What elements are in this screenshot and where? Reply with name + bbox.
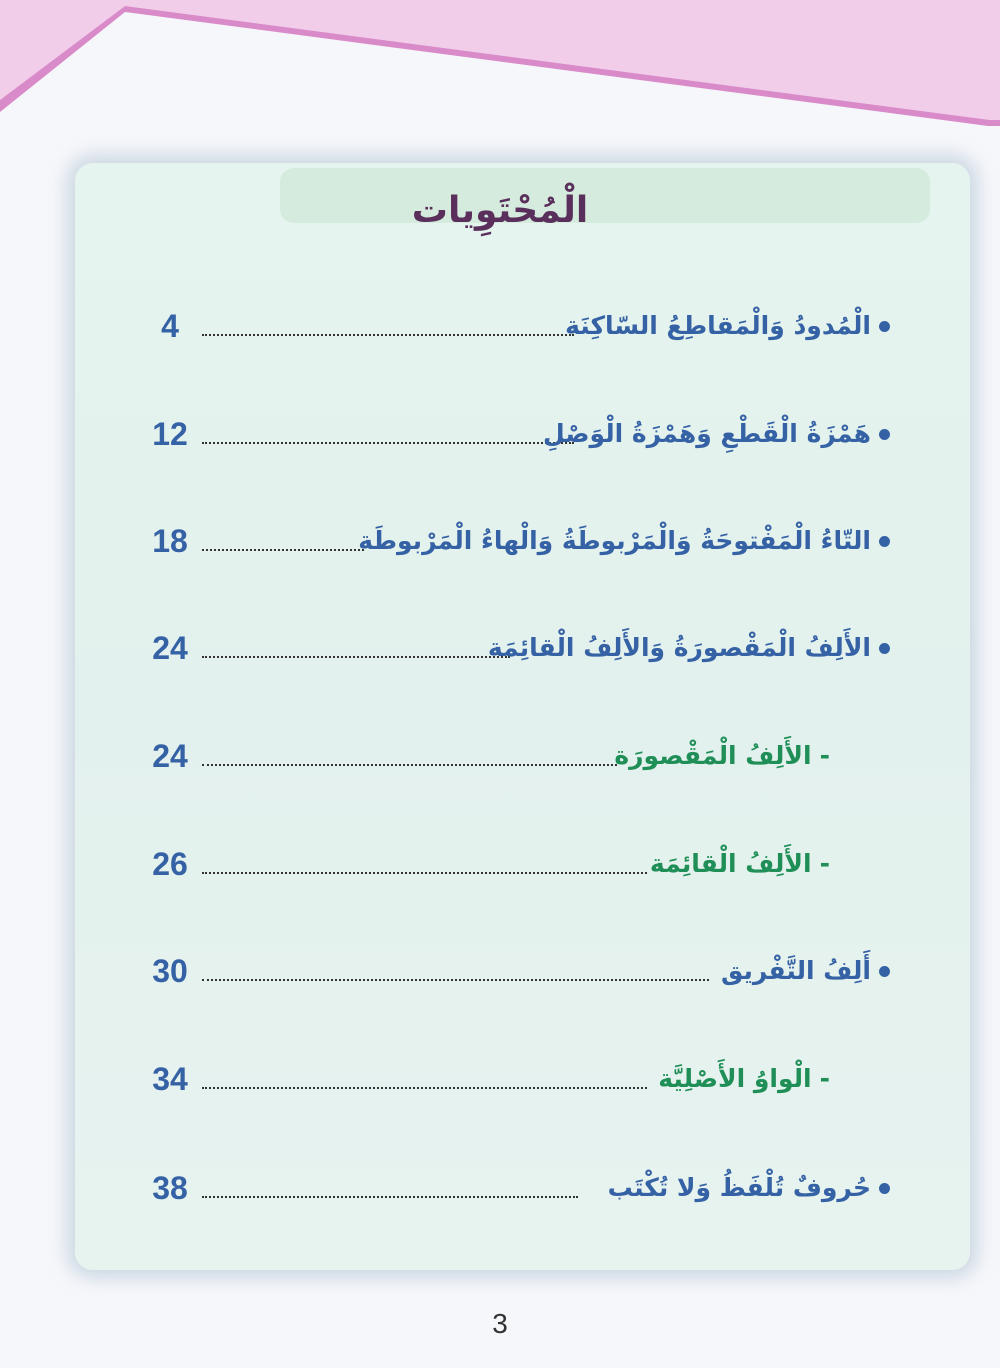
bullet-icon (879, 429, 890, 440)
dot-leader (202, 1087, 647, 1089)
toc-page-number: 34 (152, 1061, 188, 1097)
page-number: 3 (492, 1308, 508, 1339)
toc-entry[interactable] (140, 515, 890, 575)
dot-leader (202, 656, 510, 658)
toc-page-number: 38 (152, 1170, 188, 1206)
toc-sub-entry (650, 838, 830, 890)
toc-entry-label: التّاءُ الْمَفْتوحَةُ وَالْمَرْبوطَةُ وَالْهاءُ الْمَرْبوطَة (358, 526, 871, 555)
dot-leader (202, 442, 574, 444)
dot-leader (202, 979, 709, 981)
toc-entry-label: هَمْزَةُ الْقَطْعِ وَهَمْزَةُ الْوَصْلِ (543, 419, 871, 448)
toc-entry[interactable] (140, 1162, 890, 1222)
toc-entry[interactable] (140, 408, 890, 468)
toc-entry-label: حُروفٌ تُلْفَظُ وَلا تُكْتَب (607, 1173, 871, 1202)
toc-page-number: 18 (152, 523, 188, 559)
toc-main-entry (608, 1162, 890, 1214)
toc-entry-label: أَلِفُ التَّفْريق (720, 956, 871, 985)
toc-entry[interactable] (140, 838, 890, 898)
bullet-icon (879, 321, 890, 332)
toc-entry-label: الأَلِفُ الْمَقْصورَةُ وَالأَلِفُ الْقائِمَة (487, 633, 871, 662)
toc-entry[interactable] (140, 1053, 890, 1113)
toc-page-number: 24 (152, 630, 188, 666)
dot-leader (202, 872, 647, 874)
dot-leader (202, 764, 617, 766)
toc-page-number: 4 (161, 308, 179, 344)
toc-entry-label: الْمُدودُ وَالْمَقاطِعُ السّاكِنَة (565, 311, 871, 340)
toc-sub-entry (658, 1053, 830, 1105)
toc-page-number: 12 (152, 416, 188, 452)
toc-page-number: 26 (152, 846, 188, 882)
toc-main-entry (565, 300, 890, 352)
toc-entry-label: الأَلِفُ الْقائِمَة (649, 849, 812, 878)
decorative-corner-band (0, 0, 1000, 140)
dash-icon: - (819, 849, 830, 878)
toc-page-number: 30 (152, 953, 188, 989)
bullet-icon (879, 966, 890, 977)
toc-entry-label: الأَلِفُ الْمَقْصورَة (614, 741, 812, 770)
toc-main-entry (721, 945, 890, 997)
toc-main-entry (488, 622, 890, 674)
dash-icon: - (819, 1064, 830, 1093)
toc-sub-entry (614, 730, 830, 782)
toc-main-entry (543, 408, 890, 460)
toc-page-number: 24 (152, 738, 188, 774)
dash-icon: - (819, 741, 830, 770)
toc-entry[interactable] (140, 730, 890, 790)
bullet-icon (879, 643, 890, 654)
dot-leader (202, 1196, 578, 1198)
dot-leader (202, 334, 574, 336)
bullet-icon (879, 536, 890, 547)
toc-entry[interactable] (140, 300, 890, 360)
toc-entry[interactable] (140, 945, 890, 1005)
page-title: الْمُحْتَوِيات (411, 190, 589, 231)
toc-entry-label: الْواوُ الأَصْلِيَّة (658, 1064, 812, 1093)
toc-main-entry (358, 515, 890, 567)
toc-entry[interactable] (140, 622, 890, 682)
dot-leader (202, 549, 364, 551)
bullet-icon (879, 1183, 890, 1194)
